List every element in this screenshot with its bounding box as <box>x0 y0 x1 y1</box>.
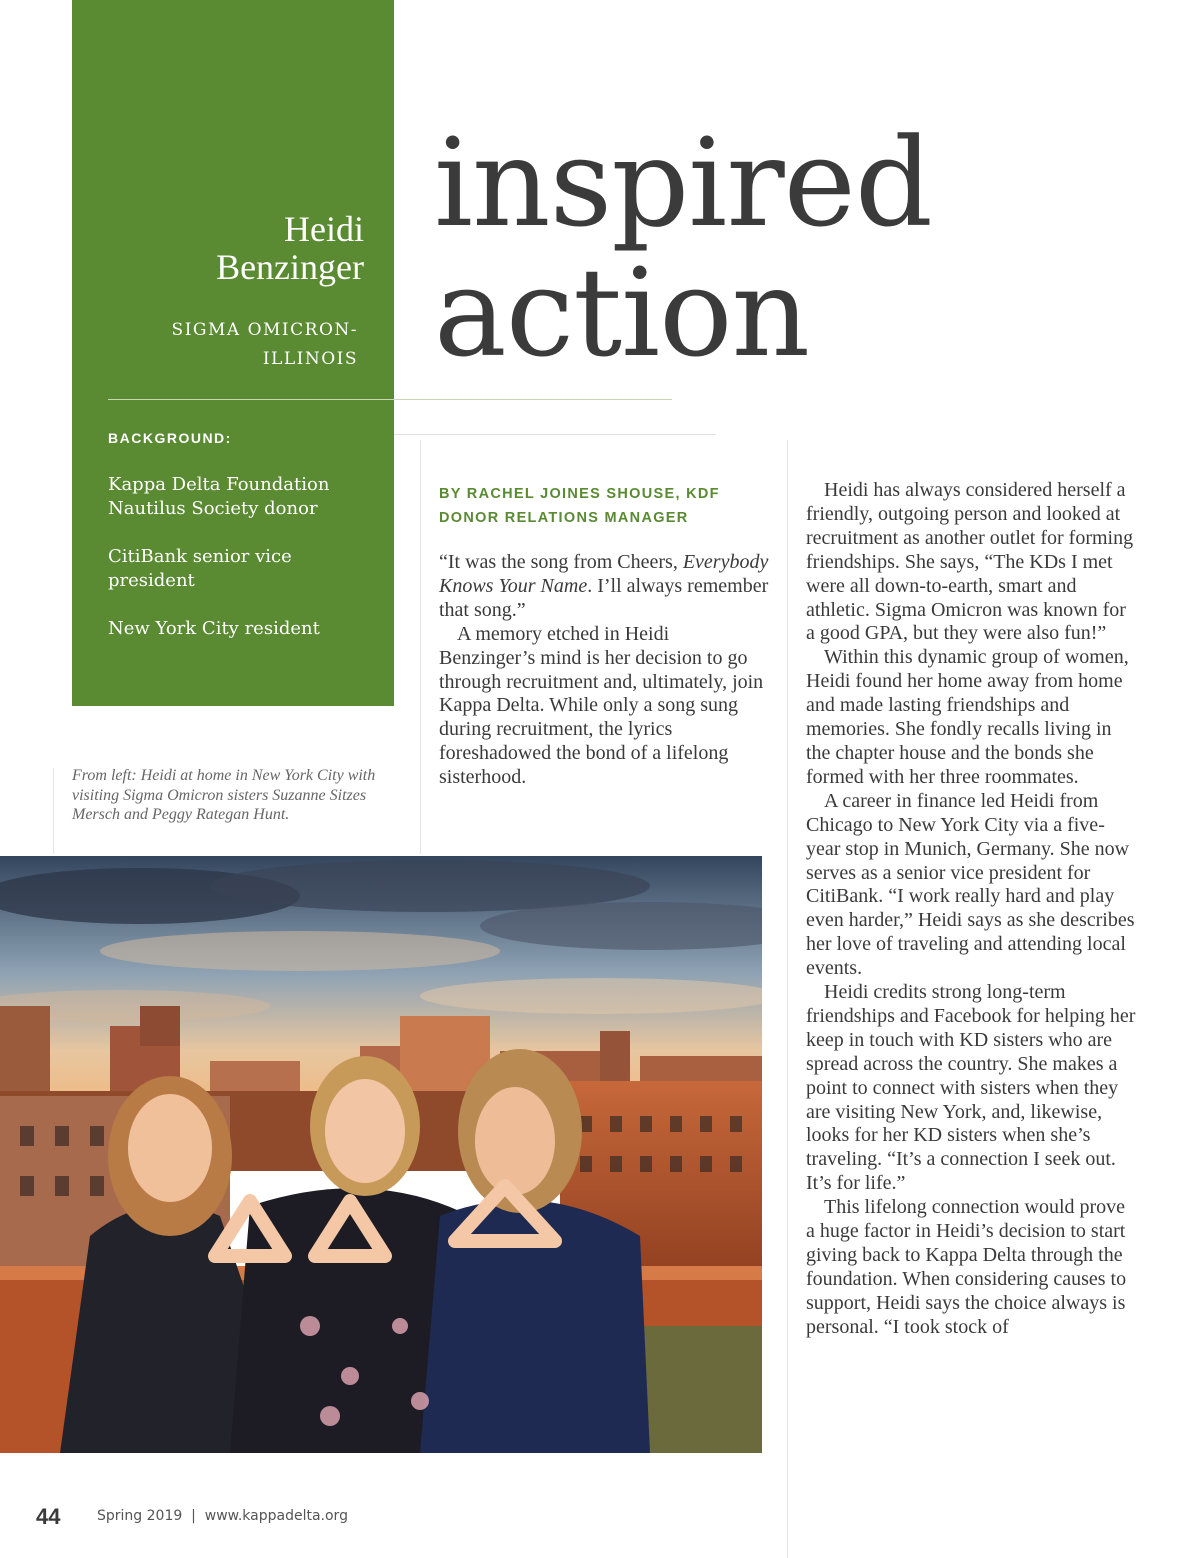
profile-name-first: Heidi <box>284 209 364 249</box>
headline-line-1: inspired <box>434 112 932 254</box>
byline-role: DONOR RELATIONS MANAGER <box>439 510 689 526</box>
article-paragraph: This lifelong connection would prove a huge factor in Heidi’s decision to start giving back to Kappa Delta through the foundation. When considering causes to support, Heidi says the choice always is personal. “I took stock of <box>806 1196 1127 1338</box>
article-headline <box>434 112 994 384</box>
column-rule <box>787 440 788 1558</box>
column-rule <box>420 440 421 854</box>
paragraph-text: . I’ll always remember that song.” <box>439 574 769 621</box>
photo-caption: From left: Heidi at home in New York City with visiting Sigma Omicron sisters Suzanne Sitzes Mersch and Peggy Rategan Hunt. <box>72 767 376 823</box>
background-item-career: CitiBank senior vice president <box>108 546 292 591</box>
background-item-residence: New York City resident <box>108 618 320 639</box>
article-paragraph <box>439 551 769 623</box>
chapter-line-1: SIGMA OMICRON- <box>171 320 358 340</box>
article-column-left <box>439 551 769 790</box>
byline-author: BY RACHEL JOINES SHOUSE, KDF <box>439 486 720 502</box>
profile-chapter <box>128 316 358 374</box>
song-title: Everybody Knows Your Name <box>439 551 769 597</box>
page-number: 44 <box>36 1504 61 1529</box>
article-paragraph: A memory etched in Heidi Benzinger’s mind is her decision to go through recruitment and, ultimately, join Kappa Delta. While only a song sung during recruitment, the lyrics foreshadowed the bond of a lifelong sisterhood. <box>439 622 764 789</box>
article-paragraph: Heidi has always considered herself a friendly, outgoing person and looked at recruitment as another outlet for forming friendships. She says, “The KDs I met were all down-to-earth, smart and athletic. Sigma Omicron was known for a good GPA, but they were also fun!” <box>806 479 1134 645</box>
profile-name <box>104 210 364 286</box>
background-label: BACKGROUND: <box>108 430 232 446</box>
group-photo-illustration <box>0 856 762 1453</box>
chapter-line-2: ILLINOIS <box>262 349 358 369</box>
article-paragraph: Heidi credits strong long-term friendships and Facebook for helping her keep in touch with KD sisters who are spread across the country. She makes a point to connect with sisters when they are visiting New York, and, likewise, looks for her KD sisters when she’s traveling. “It’s a connection I seek out. It’s for life.” <box>806 981 1136 1195</box>
article-paragraph: Within this dynamic group of women, Heidi found her home away from home and made lasting friendships and memories. She fondly recalls living in the chapter house and the bonds she formed with her three roommates. <box>806 646 1129 788</box>
paragraph-text: “It was the song from Cheers, <box>439 551 683 573</box>
profile-name-last: Benzinger <box>216 247 364 287</box>
divider-rule-secondary <box>394 434 716 435</box>
column-rule <box>53 768 54 854</box>
article-column-right <box>806 479 1136 1340</box>
footer-issue: Spring 2019 | www.kappadelta.org <box>97 1508 348 1524</box>
group-photo <box>0 856 762 1453</box>
byline <box>439 482 769 530</box>
article-paragraph: A career in finance led Heidi from Chicago to New York City via a five-year stop in Munich, Germany. She now serves as a senior vice president for CitiBank. “I work really hard and play even harder,” Heidi says as she describes her love of traveling and attending local events. <box>806 789 1135 980</box>
background-item-foundation: Kappa Delta Foundation Nautilus Society donor <box>108 474 330 519</box>
headline-line-2: action <box>434 242 810 384</box>
divider-rule <box>108 399 672 400</box>
